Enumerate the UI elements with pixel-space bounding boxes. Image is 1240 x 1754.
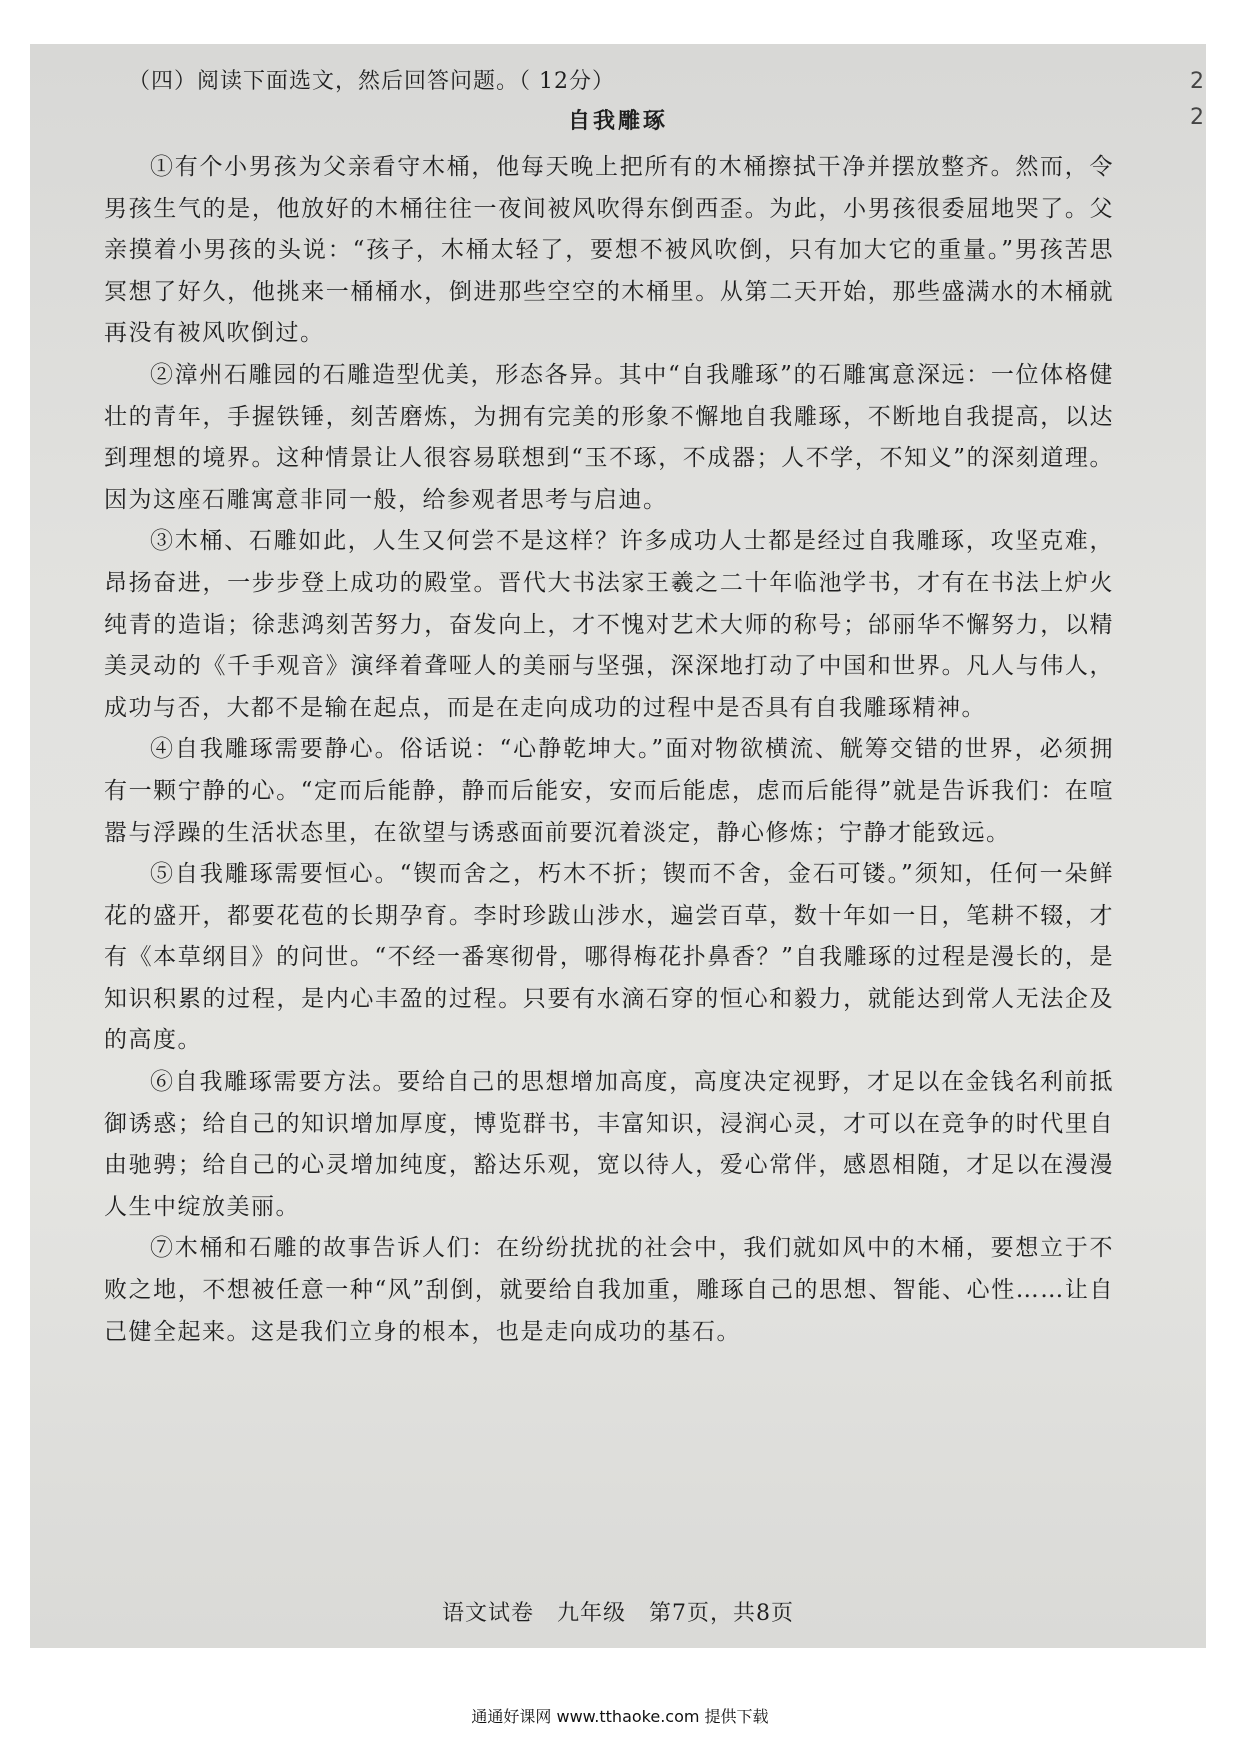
paragraph-2: ②漳州石雕园的石雕造型优美，形态各异。其中“自我雕琢”的石雕寓意深远：一位体格健壮的青年，手握铁锤，刻苦磨炼，为拥有完美的形象不懈地自我雕琢，不断地自我提高，以达到理想的境界。这种情景让人很容易联想到“玉不琢，不成器；人不学，不知义”的深刻道理。因为这座石雕寓意非同一般，给参观者思考与启迪。: [104, 361, 1114, 513]
article-title: 自我雕琢: [567, 108, 668, 134]
download-watermark: 通通好课网 www.tthaoke.com 提供下载: [471, 1707, 769, 1726]
edge-mark: 2: [1190, 69, 1204, 94]
edge-mark: 2: [1190, 105, 1204, 130]
paragraph-5: ⑤自我雕琢需要恒心。“锲而舍之，朽木不折；锲而不舍，金石可镂。”须知，任何一朵鲜花的盛开，都要花苞的长期孕育。李时珍跋山涉水，遍尝百草，数十年如一日，笔耕不辍，才有《本草纲目》的问世。“不经一番寒彻骨，哪得梅花扑鼻香？”自我雕琢的过程是漫长的，是知识积累的过程，是内心丰盈的过程。只要有水滴石穿的恒心和毅力，就能达到常人无法企及的高度。: [104, 861, 1114, 1054]
section-heading: （四）阅读下面选文，然后回答问题。（ 12分）: [128, 69, 615, 94]
paragraph-3: ③木桶、石雕如此，人生又何尝不是这样？许多成功人士都是经过自我雕琢，攻坚克难，昂扬奋进，一步步登上成功的殿堂。晋代大书法家王羲之二十年临池学书，才有在书法上炉火纯青的造诣；徐悲鸿刻苦努力，奋发向上，才不愧对艺术大师的称号；邰丽华不懈努力，以精美灵动的《千手观音》演绎着聋哑人的美丽与坚强，深深地打动了中国和世界。凡人与伟人，成功与否，大都不是输在起点，而是在走向成功的过程中是否具有自我雕琢精神。: [104, 528, 1114, 721]
article-body: [104, 147, 1114, 1353]
paragraph-4: ④自我雕琢需要静心。俗话说：“心静乾坤大。”面对物欲横流、觥筹交错的世界，必须拥有一颗宁静的心。“定而后能静，静而后能安，安而后能虑，虑而后能得”就是告诉我们：在喧嚣与浮躁的生活状态里，在欲望与诱惑面前要沉着淡定，静心修炼；宁静才能致远。: [104, 736, 1114, 846]
paragraph-7: ⑦木桶和石雕的故事告诉人们：在纷纷扰扰的社会中，我们就如风中的木桶，要想立于不败之地，不想被任意一种“风”刮倒，就要给自我加重，雕琢自己的思想、智能、心性……让自己健全起来。这是我们立身的根本，也是走向成功的基石。: [104, 1235, 1114, 1345]
paragraph-6: ⑥自我雕琢需要方法。要给自己的思想增加高度，高度决定视野，才足以在金钱名利前抵御诱惑；给自己的知识增加厚度，博览群书，丰富知识，浸润心灵，才可以在竞争的时代里自由驰骋；给自己的心灵增加纯度，豁达乐观，宽以待人，爱心常伴，感恩相随，才足以在漫漫人生中绽放美丽。: [104, 1069, 1114, 1220]
paragraph-1: ①有个小男孩为父亲看守木桶，他每天晚上把所有的木桶擦拭干净并摆放整齐。然而，令男孩生气的是，他放好的木桶往往一夜间被风吹得东倒西歪。为此，小男孩很委屈地哭了。父亲摸着小男孩的头说：“孩子，木桶太轻了，要想不被风吹倒，只有加大它的重量。”男孩苦思冥想了好久，他挑来一桶桶水，倒进那些空空的木桶里。从第二天开始，那些盛满水的木桶就再没有被风吹倒过。: [104, 154, 1114, 347]
page-footer: 语文试卷 九年级 第7页，共8页: [442, 1601, 794, 1626]
scanned-page: [30, 44, 1206, 1648]
